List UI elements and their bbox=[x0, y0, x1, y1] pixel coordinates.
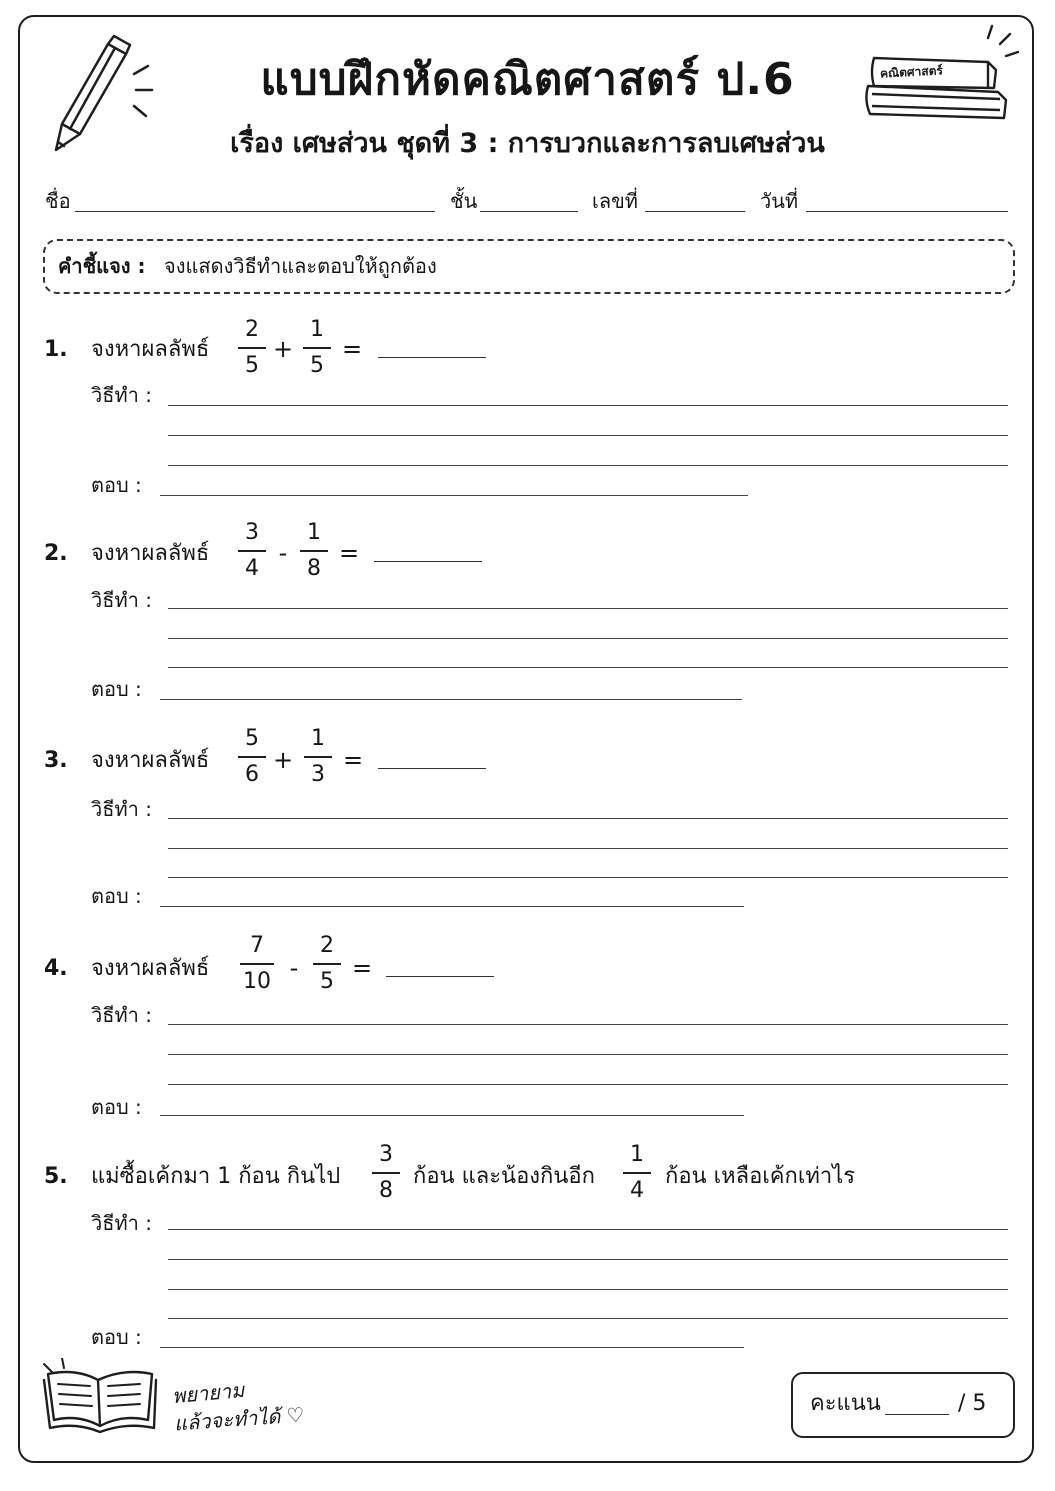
question-3-answer-line[interactable] bbox=[160, 906, 744, 907]
question-2-answer-blank[interactable] bbox=[374, 561, 482, 562]
question-4-answer-line[interactable] bbox=[160, 1115, 744, 1116]
question-1-answer-line[interactable] bbox=[160, 495, 748, 496]
question-4-operator: - bbox=[289, 954, 299, 982]
score-label: คะแนน bbox=[810, 1391, 881, 1416]
question-1-answer-label: ตอบ : bbox=[91, 473, 142, 497]
worksheet-subtitle: เรื่อง เศษส่วน ชุดที่ 3 : การบวกและการลบเศษส่วน bbox=[230, 128, 825, 159]
question-1-fraction-a: 2 5 bbox=[234, 316, 270, 380]
question-2-equals: = bbox=[339, 539, 360, 567]
question-4-answer-label: ตอบ : bbox=[91, 1095, 142, 1119]
date-label: วันที่ bbox=[760, 189, 799, 213]
open-book-icon bbox=[36, 1358, 162, 1434]
question-2-fraction-a: 3 4 bbox=[234, 519, 270, 583]
score-total: / 5 bbox=[958, 1391, 987, 1416]
question-2-work-line[interactable] bbox=[168, 638, 1008, 639]
question-2-number: 2. bbox=[44, 541, 68, 566]
question-1-equals: = bbox=[342, 335, 363, 363]
question-3-answer-blank[interactable] bbox=[378, 768, 486, 769]
question-5-method-label: วิธีทำ : bbox=[91, 1211, 152, 1235]
question-3-prompt: จงหาผลลัพธ์ bbox=[91, 748, 210, 773]
question-2-prompt: จงหาผลลัพธ์ bbox=[91, 541, 210, 566]
question-1-fraction-b: 1 5 bbox=[299, 316, 335, 380]
question-5-fraction-sibling: 1 4 bbox=[619, 1141, 655, 1205]
question-4-work-line[interactable] bbox=[168, 1024, 1008, 1025]
question-3-method-label: วิธีทำ : bbox=[91, 797, 152, 821]
question-5-work-line[interactable] bbox=[168, 1229, 1008, 1230]
question-2-answer-label: ตอบ : bbox=[91, 677, 142, 701]
question-5-work-line[interactable] bbox=[168, 1318, 1008, 1319]
question-3-fraction-b: 1 3 bbox=[300, 725, 336, 789]
question-2-method-label: วิธีทำ : bbox=[91, 588, 152, 612]
question-4-fraction-b: 2 5 bbox=[309, 932, 345, 996]
directions-text: จงแสดงวิธีทำและตอบให้ถูกต้อง bbox=[164, 254, 437, 278]
question-3-operator: + bbox=[273, 746, 294, 774]
question-2-operator: - bbox=[278, 539, 288, 567]
question-1-operator: + bbox=[273, 335, 294, 363]
student-number-label: เลขที่ bbox=[592, 189, 638, 213]
encouragement-line-1: พยายาม bbox=[171, 1377, 246, 1409]
name-field[interactable] bbox=[75, 211, 435, 212]
question-1-method-label: วิธีทำ : bbox=[91, 383, 152, 407]
name-label: ชื่อ bbox=[45, 189, 71, 213]
question-5-fraction-eaten: 3 8 bbox=[368, 1141, 404, 1205]
question-3-fraction-a: 5 6 bbox=[234, 725, 270, 789]
score-field[interactable] bbox=[885, 1414, 949, 1415]
question-2-answer-line[interactable] bbox=[160, 699, 742, 700]
question-5-text-end: ก้อน เหลือเค้กเท่าไร bbox=[665, 1164, 856, 1189]
question-3-work-line[interactable] bbox=[168, 877, 1008, 878]
date-field[interactable] bbox=[806, 211, 1008, 212]
directions-label: คำชี้แจง : bbox=[58, 254, 146, 278]
question-4-answer-blank[interactable] bbox=[386, 976, 494, 977]
student-number-field[interactable] bbox=[645, 211, 745, 212]
question-2-fraction-b: 1 8 bbox=[296, 519, 332, 583]
question-5-answer-line[interactable] bbox=[160, 1347, 744, 1348]
question-3-work-line[interactable] bbox=[168, 848, 1008, 849]
question-4-work-line[interactable] bbox=[168, 1054, 1008, 1055]
question-5-text-middle: ก้อน และน้องกินอีก bbox=[413, 1164, 595, 1189]
question-3-answer-label: ตอบ : bbox=[91, 884, 142, 908]
question-5-number: 5. bbox=[44, 1164, 68, 1189]
question-5-answer-label: ตอบ : bbox=[91, 1325, 142, 1349]
question-1-number: 1. bbox=[44, 337, 68, 362]
question-1-work-line[interactable] bbox=[168, 435, 1008, 436]
class-field[interactable] bbox=[480, 211, 578, 212]
question-5-work-line[interactable] bbox=[168, 1259, 1008, 1260]
question-4-number: 4. bbox=[44, 956, 68, 981]
question-3-work-line[interactable] bbox=[168, 818, 1008, 819]
question-3-number: 3. bbox=[44, 748, 68, 773]
question-1-work-line[interactable] bbox=[168, 465, 1008, 466]
question-1-answer-blank[interactable] bbox=[378, 357, 486, 358]
class-label: ชั้น bbox=[450, 189, 478, 213]
book-spine-label: คณิตศาสตร์ bbox=[879, 63, 944, 81]
question-4-fraction-a: 7 10 bbox=[236, 932, 278, 996]
worksheet-frame bbox=[18, 15, 1034, 1463]
question-4-prompt: จงหาผลลัพธ์ bbox=[91, 956, 210, 981]
question-5-text-start: แม่ซื้อเค้กมา 1 ก้อน กินไป bbox=[91, 1164, 341, 1189]
worksheet-title: แบบฝึกหัดคณิตศาสตร์ ป.6 bbox=[260, 54, 795, 105]
question-4-method-label: วิธีทำ : bbox=[91, 1003, 152, 1027]
question-1-work-line[interactable] bbox=[168, 405, 1008, 406]
question-2-work-line[interactable] bbox=[168, 667, 1008, 668]
question-4-work-line[interactable] bbox=[168, 1084, 1008, 1085]
question-4-equals: = bbox=[352, 954, 373, 982]
question-3-equals: = bbox=[343, 746, 364, 774]
question-1-prompt: จงหาผลลัพธ์ bbox=[91, 337, 210, 362]
encouragement-line-2: แล้วจะทำได้ ♡ bbox=[173, 1402, 306, 1436]
question-2-work-line[interactable] bbox=[168, 608, 1008, 609]
question-5-work-line[interactable] bbox=[168, 1289, 1008, 1290]
